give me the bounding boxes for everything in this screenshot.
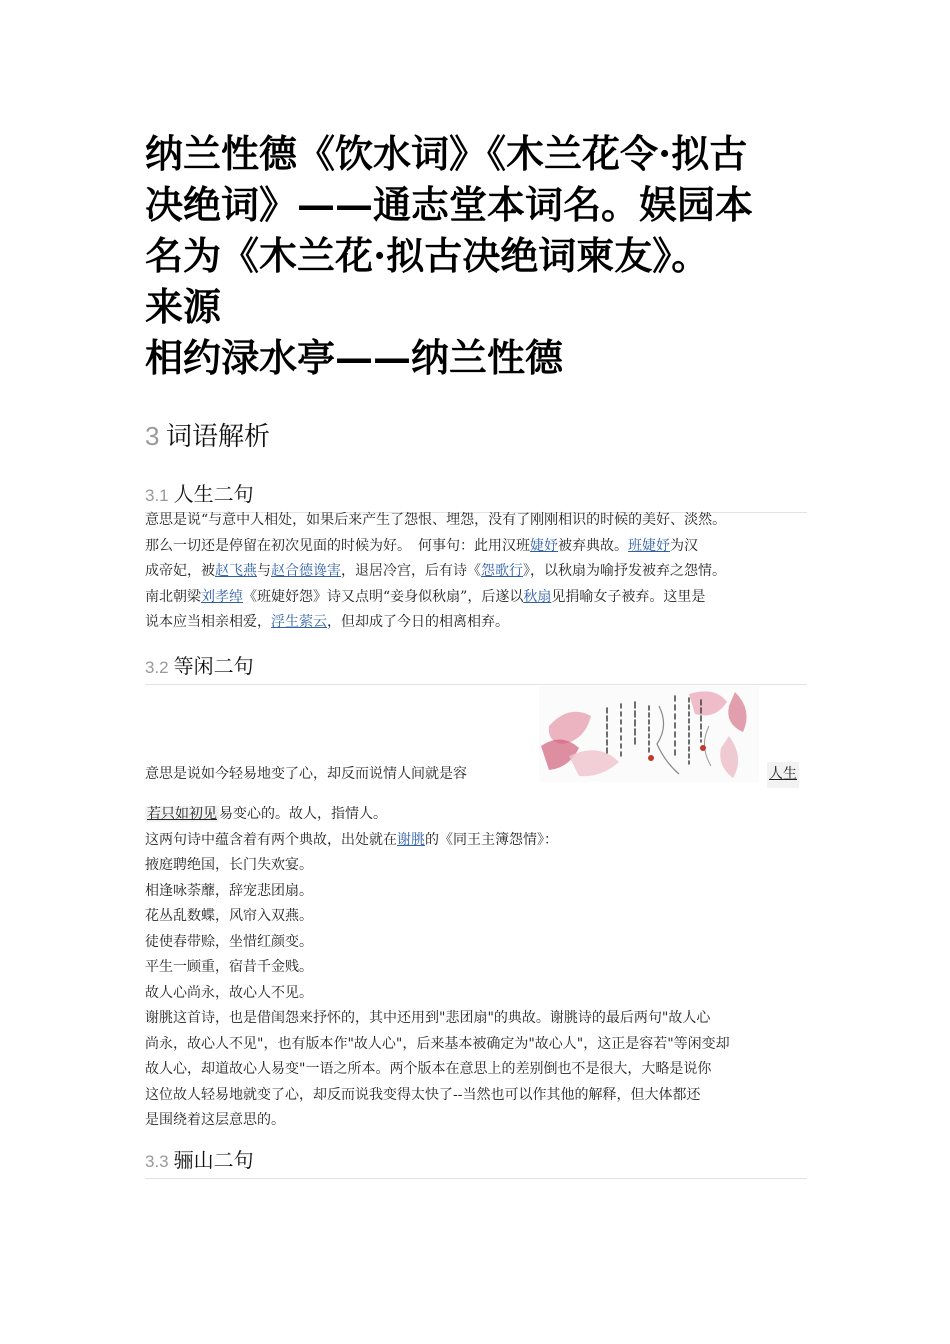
- link-zhao-hede[interactable]: 赵合德谗害: [271, 563, 341, 579]
- link-liu-xiaochuo[interactable]: 刘孝绰: [201, 588, 243, 605]
- paragraph-3-2-body: 若只如初见 易变心的。故人，指情人。 这两句诗中蕴含着有两个典故，出处就在谢朓的《同王主簿怨情》： 掖庭聘绝国，长门失欢宴。 相逢咏荼蘼，辞宠悲团扇。 花丛乱数蝶，风帘入双燕。 徒使春带赊，坐惜红颜变。 平生一顾重，宿昔千金贱。 故人心尚永，故心人不见。 谢朓这首诗，也是借闺怨来抒怀的，其中还用到"悲团扇"的典故。谢朓诗的最后两句"故人心 尚永，故心人不见"，也有版本作"故人心"，后来基本被确定为"故心人"，这正是容若"等闲变却 故人心，却道故心人易变"一语之所本。两个版本在意思上的差别倒也不是很大，大略是说你 这位故人轻易地就变了心，却反而说我变得太快了--当然也可以作其他的解释，但大体都还 是围绕着这层意思的。: [145, 802, 807, 1134]
- link-fusheng-yingyun[interactable]: 浮生萦云: [271, 614, 327, 630]
- link-jieyu[interactable]: 婕妤: [530, 537, 558, 554]
- poem-line: 相逢咏荼蘼，辞宠悲团扇。: [145, 882, 313, 899]
- tag-rensheng[interactable]: 人生: [767, 762, 799, 788]
- poem-line: 故人心尚永，故心人不见。: [145, 984, 313, 1001]
- section-heading: 3 词语解析: [145, 421, 270, 451]
- poem-line: 花丛乱数蝶，风帘入双燕。: [145, 908, 313, 924]
- link-yuangexing[interactable]: 怨歌行: [481, 563, 523, 579]
- link-ban-jieyu[interactable]: 班婕妤: [628, 537, 670, 554]
- subsection-heading-3-1: 3.1 人生二句: [145, 478, 807, 513]
- link-zhao-feiyan[interactable]: 赵飞燕: [215, 563, 257, 579]
- poem-line: 掖庭聘绝国，长门失欢宴。: [145, 857, 313, 873]
- link-xie-tiao[interactable]: 谢朓: [397, 831, 425, 848]
- subsection-heading-3-2: 3.2 等闲二句: [145, 650, 807, 685]
- poem-line: 徒使春带赊，坐惜红颜变。: [145, 933, 313, 950]
- poem-line: 平生一顾重，宿昔千金贱。: [145, 959, 313, 975]
- page-title: 纳兰性德《饮水词》《木兰花令·拟古 决绝词》——通志堂本词名。娱园本 名为《木兰花·拟古决绝词柬友》。 来源 相约渌水亭——纳兰性德: [145, 131, 754, 380]
- paragraph-3-2-intro: 意思是说如今轻易地变了心，却反而说情人间就是容 人生: [145, 762, 807, 788]
- subsection-heading-3-3: 3.3 骊山二句: [145, 1144, 807, 1179]
- link-qiushan[interactable]: 秋扇: [523, 588, 552, 605]
- tag-ruozhi-ruchujian[interactable]: 若只如初见: [147, 806, 217, 822]
- paragraph-3-1: 意思是说“与意中人相处，如果后来产生了怨恨、埋怨，没有了刚刚相识的时候的美好、淡然。 那么一切还是停留在初次见面的时候为好。 何事句：此用汉班婕妤被弃典故。班婕妤为汉 成帝妃，被赵飞燕与赵合德谗害，退居冷宫，后有诗《怨歌行》，以秋扇为喻抒发被弃之怨情。 南北朝梁刘孝绰《班婕妤怨》诗又点明“妾身似秋扇”，后遂以秋扇见捐喻女子被弃。这里是 说本应当相亲相爱，浮生萦云，但却成了今日的相离相弃。: [145, 512, 727, 630]
